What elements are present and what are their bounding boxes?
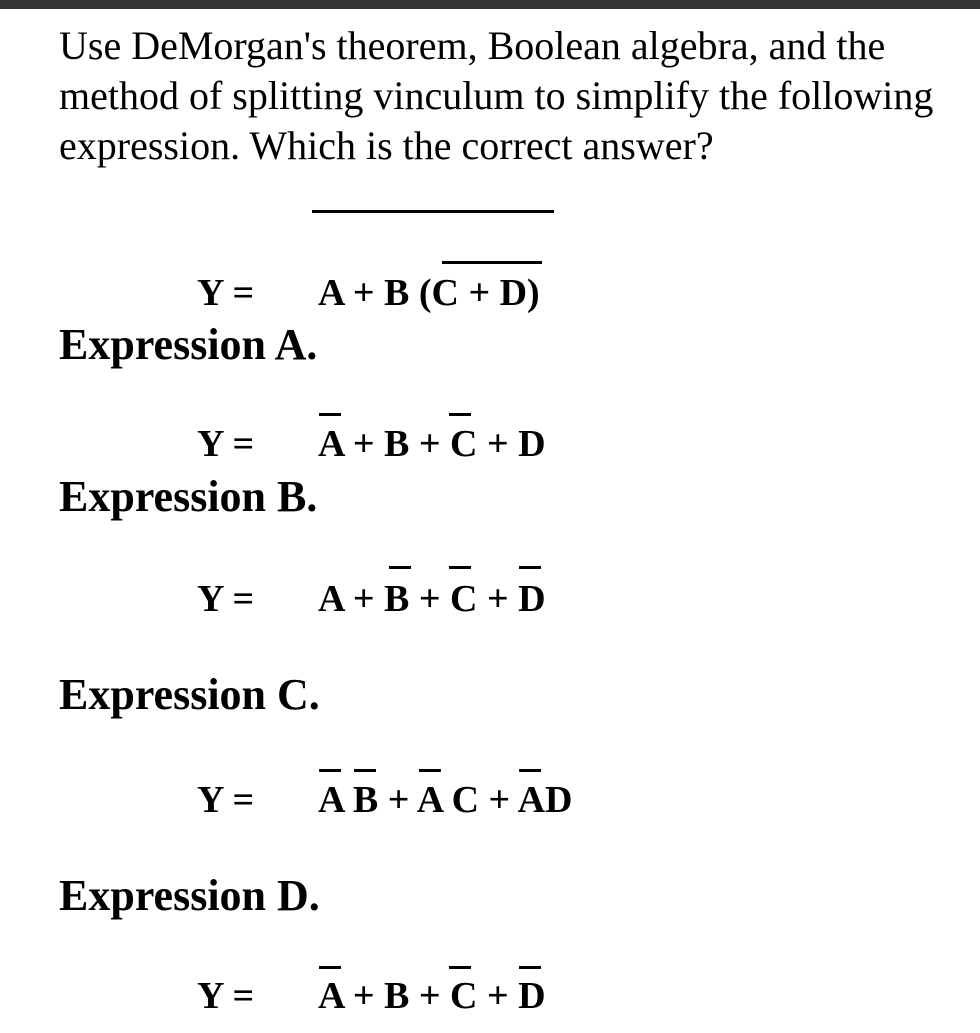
expression-b-overbar-c (449, 566, 471, 569)
expression-c-overbar-a3 (519, 769, 541, 772)
expression-d-formula: A + B + C + D (318, 975, 546, 1017)
expression-d-y-label: Y = (197, 975, 255, 1017)
expression-a-y-label: Y = (197, 423, 255, 465)
original-y-label: Y = (197, 272, 255, 314)
expression-d-overbar-a (319, 966, 341, 969)
expression-c-heading: Expression C. (59, 670, 320, 719)
question-line-1: Use DeMorgan's theorem, Boolean algebra, and the (59, 23, 886, 68)
expression-a-formula: A + B + C + D (318, 423, 546, 465)
top-bar (0, 0, 980, 9)
expression-a-overbar-a (319, 413, 341, 416)
question-line-3: expression. Which is the correct answer? (59, 123, 714, 168)
expression-a-overbar-c (449, 413, 471, 416)
expression-c-formula: A B + A C + AD (318, 779, 573, 821)
expression-d-overbar-d (519, 966, 541, 969)
question-text (59, 21, 980, 171)
expression-d-heading: Expression D. (59, 871, 320, 920)
expression-b-y-label: Y = (197, 578, 255, 620)
original-expression: A + B (C + D) (318, 272, 540, 314)
expression-c-overbar-a1 (319, 769, 341, 772)
expression-overbar-long (312, 210, 554, 213)
expression-b-overbar-d (519, 566, 541, 569)
expression-b-formula: A + B + C + D (318, 578, 546, 620)
expression-c-y-label: Y = (197, 779, 255, 821)
question-line-2: method of splitting vinculum to simplify the following (59, 73, 934, 118)
expression-c-overbar-b (354, 769, 376, 772)
expression-b-overbar-b (389, 566, 411, 569)
expression-a-heading: Expression A. (59, 320, 318, 369)
expression-d-overbar-c (449, 966, 471, 969)
expression-c-overbar-a2 (419, 769, 441, 772)
expression-b-heading: Expression B. (59, 472, 318, 521)
original-overbar-cd (442, 261, 542, 264)
